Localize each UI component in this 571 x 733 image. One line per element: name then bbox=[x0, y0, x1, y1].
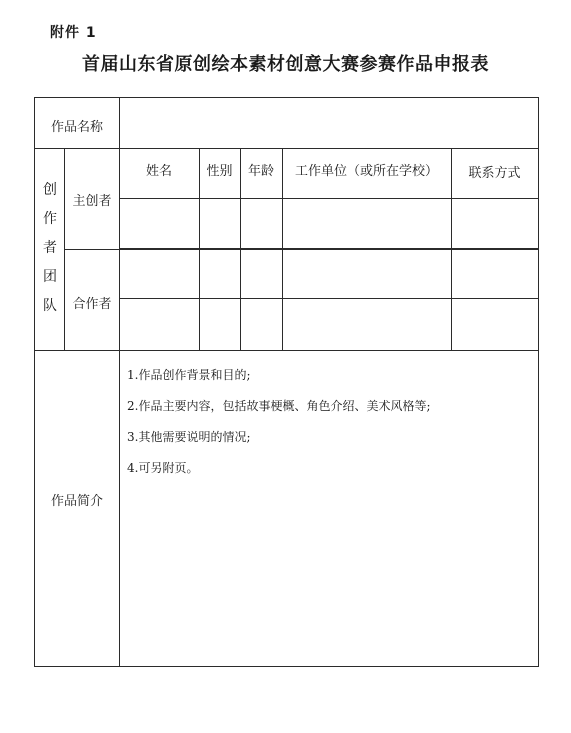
team-label-char: 队 bbox=[43, 298, 57, 314]
main-creator-gender-field[interactable] bbox=[201, 200, 239, 247]
co-creator-unit-field[interactable] bbox=[284, 251, 450, 349]
co-creator-gender-field[interactable] bbox=[201, 251, 239, 349]
table-border-top bbox=[34, 97, 539, 98]
divider-after-team bbox=[34, 350, 539, 351]
team-label-char: 创 bbox=[43, 182, 57, 198]
divider-label-column bbox=[119, 97, 120, 667]
intro-instruction-item: 4.可另附页。 bbox=[127, 461, 199, 475]
intro-label: 作品简介 bbox=[50, 494, 103, 509]
work-intro-field[interactable] bbox=[121, 485, 537, 665]
main-creator-name-field[interactable] bbox=[121, 200, 198, 247]
co-creator-age-field[interactable] bbox=[242, 251, 281, 349]
divider-after-work-name bbox=[34, 148, 539, 149]
intro-instruction-item: 3.其他需要说明的情况; bbox=[127, 430, 251, 444]
intro-instructions bbox=[127, 360, 431, 484]
column-contact-header: 联系方式 bbox=[468, 166, 521, 181]
team-label-char: 作 bbox=[43, 211, 57, 227]
co-creator-name-field[interactable] bbox=[121, 251, 198, 349]
table-border-bottom bbox=[34, 666, 539, 667]
co-creator-label: 合作者 bbox=[72, 297, 112, 312]
creative-team-label bbox=[37, 176, 63, 321]
main-creator-unit-field[interactable] bbox=[284, 200, 450, 247]
co-creator-contact-field[interactable] bbox=[453, 251, 537, 349]
divider-main-co-creator bbox=[64, 249, 539, 250]
work-name-label: 作品名称 bbox=[50, 120, 103, 135]
intro-instruction-item: 2.作品主要内容，包括故事梗概、角色介绍、美术风格等; bbox=[127, 399, 431, 413]
form-title: 首届山东省原创绘本素材创意大赛参赛作品申报表 bbox=[82, 54, 489, 75]
main-creator-age-field[interactable] bbox=[242, 200, 281, 247]
intro-instruction-item: 1.作品创作背景和目的; bbox=[127, 368, 251, 382]
main-creator-label: 主创者 bbox=[72, 194, 112, 209]
column-age-header: 年龄 bbox=[247, 164, 274, 179]
team-label-char: 团 bbox=[43, 269, 57, 285]
team-label-char: 者 bbox=[43, 240, 57, 256]
column-name-header: 姓名 bbox=[145, 164, 172, 179]
column-unit-header: 工作单位（或所在学校） bbox=[294, 164, 438, 179]
divider-header-row bbox=[119, 198, 539, 199]
column-gender-header: 性别 bbox=[206, 164, 233, 179]
table-border-left bbox=[34, 97, 35, 667]
attachment-label: 附件 1 bbox=[50, 25, 97, 41]
work-name-field[interactable] bbox=[121, 99, 537, 147]
main-creator-contact-field[interactable] bbox=[453, 200, 537, 247]
table-border-right bbox=[538, 97, 539, 667]
